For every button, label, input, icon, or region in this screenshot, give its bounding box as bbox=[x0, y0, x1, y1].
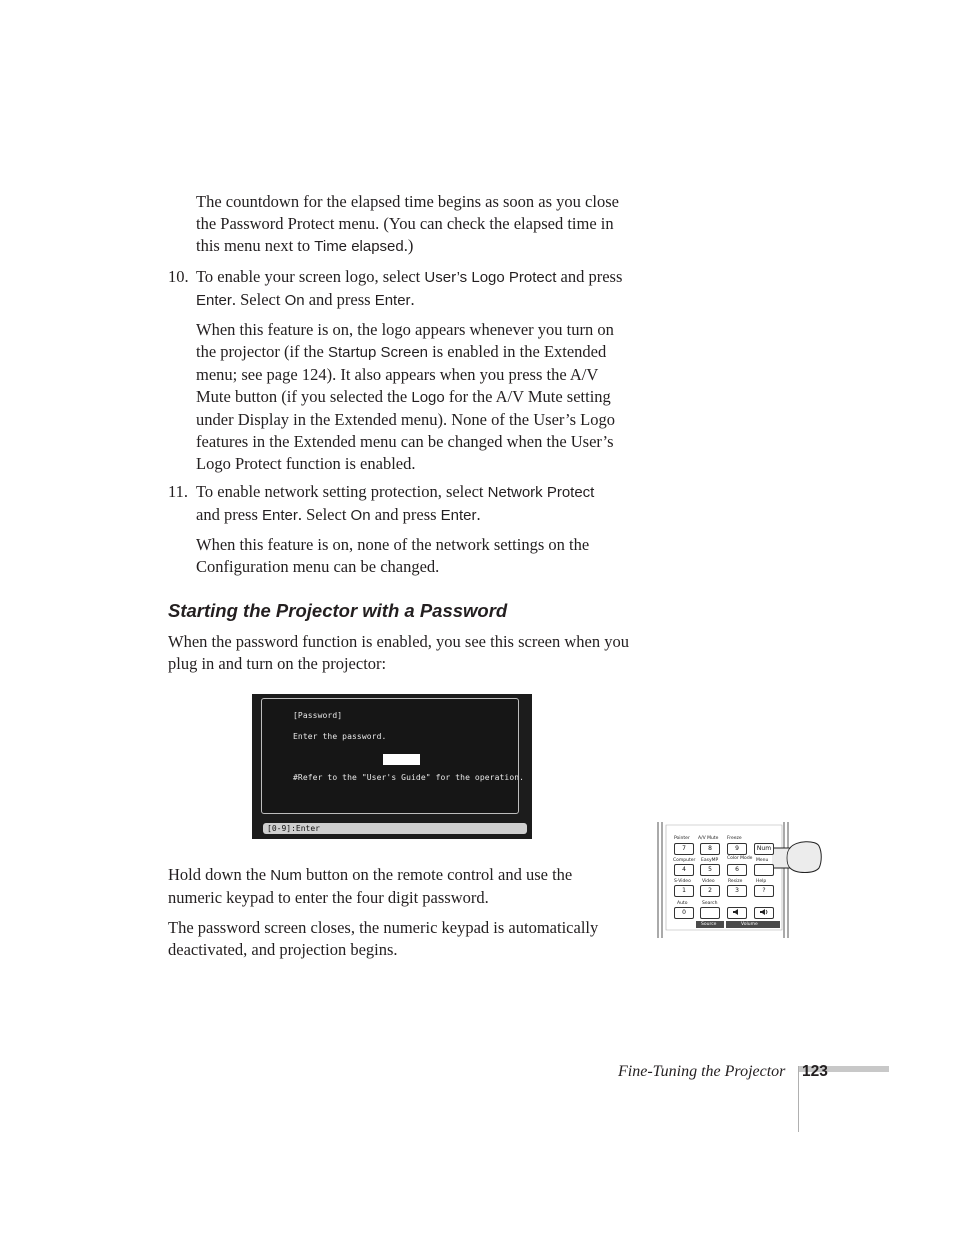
screen-title: [Password] bbox=[293, 711, 343, 720]
label-easymp: EasyMP bbox=[701, 858, 719, 863]
step-10-text bbox=[196, 266, 622, 312]
volume-down-button[interactable] bbox=[727, 907, 747, 919]
label-freeze: Freeze bbox=[727, 836, 742, 841]
text-line: Mute button (if you selected the bbox=[196, 387, 412, 406]
paragraph-logo-feature bbox=[196, 319, 615, 475]
label-pointer: Pointer bbox=[674, 836, 690, 841]
text-line: for the A/V Mute setting bbox=[444, 387, 611, 406]
screen-status-bar bbox=[263, 823, 527, 834]
ui-term: Enter bbox=[440, 507, 477, 524]
speaker-low-icon bbox=[732, 908, 742, 916]
volume-up-button[interactable] bbox=[754, 907, 774, 919]
paragraph-hold-num bbox=[168, 864, 572, 909]
paragraph-network-feature bbox=[196, 534, 589, 578]
key-5[interactable]: 5 bbox=[700, 864, 720, 876]
footer-chapter-title: Fine-Tuning the Projector bbox=[618, 1063, 786, 1080]
ui-term: Num bbox=[270, 867, 302, 884]
text-line: deactivated, and projection begins. bbox=[168, 940, 398, 959]
text-line: The password screen closes, the numeric keypad is automatically bbox=[168, 918, 599, 937]
section-heading: Starting the Projector with a Password bbox=[168, 600, 508, 621]
label-resize: Resize bbox=[728, 879, 743, 884]
help-button[interactable]: ? bbox=[754, 885, 774, 897]
key-8[interactable]: 8 bbox=[700, 843, 720, 855]
text-line: . Select bbox=[231, 290, 285, 309]
text-line: . Select bbox=[297, 505, 351, 524]
text-line: The countdown for the elapsed time begins as soon as you close bbox=[196, 192, 619, 211]
remote-control-illustration bbox=[656, 822, 826, 940]
text-line: and press bbox=[304, 290, 375, 309]
ui-term: Time elapsed bbox=[314, 238, 404, 255]
password-screen-image bbox=[252, 694, 532, 839]
text-line: When this feature is on, the logo appears whenever you turn on bbox=[196, 320, 614, 339]
step-11-text bbox=[196, 481, 594, 527]
label-color-mode: Color Mode bbox=[727, 856, 753, 861]
text-line: menu; see page 124). It also appears when you press the A/V bbox=[196, 365, 599, 384]
text-line: and press bbox=[370, 505, 441, 524]
label-av-mute: A/V Mute bbox=[698, 836, 719, 841]
label-search: Search bbox=[702, 901, 718, 906]
text-line: Configuration menu can be changed. bbox=[196, 557, 440, 576]
text-line: under Display in the Extended menu). None of the User’s Logo bbox=[196, 410, 615, 429]
key-6[interactable]: 6 bbox=[727, 864, 747, 876]
page-number: 123 bbox=[802, 1063, 828, 1080]
key-2[interactable]: 2 bbox=[700, 885, 720, 897]
speaker-high-icon bbox=[759, 908, 769, 916]
label-auto: Auto bbox=[677, 901, 688, 906]
key-9[interactable]: 9 bbox=[727, 843, 747, 855]
label-help: Help bbox=[756, 879, 767, 884]
text-line: .) bbox=[403, 236, 414, 255]
text-line: plug in and turn on the projector: bbox=[168, 654, 387, 673]
status-text: [0-9]:Enter bbox=[267, 824, 320, 833]
text-line: Hold down the bbox=[168, 865, 271, 884]
menu-button[interactable] bbox=[754, 864, 774, 876]
text-line: features in the Extended menu can be changed when the User’s bbox=[196, 432, 614, 451]
text-line: this menu next to bbox=[196, 236, 315, 255]
ui-term: Enter bbox=[196, 292, 232, 309]
screen-frame bbox=[261, 698, 525, 814]
label-s-video: S-Video bbox=[674, 879, 691, 884]
key-7[interactable]: 7 bbox=[674, 843, 694, 855]
text-line: When this feature is on, none of the network settings on the bbox=[196, 535, 590, 554]
ui-term: User’s Logo Protect bbox=[424, 269, 557, 286]
text-line: is enabled in the Extended bbox=[428, 342, 607, 361]
paragraph-screen-closes bbox=[168, 917, 598, 961]
step-number: 10. bbox=[168, 267, 189, 286]
num-button[interactable]: Num bbox=[754, 843, 774, 855]
text-line: and press bbox=[556, 267, 623, 286]
ui-term: Network Protect bbox=[487, 484, 595, 501]
screen-prompt: Enter the password. bbox=[293, 732, 387, 741]
paragraph-password-intro bbox=[168, 631, 629, 675]
label-volume: Volume bbox=[741, 922, 758, 927]
text-line: Logo Protect function is enabled. bbox=[196, 454, 416, 473]
password-entry-box bbox=[383, 754, 420, 765]
key-4[interactable]: 4 bbox=[674, 864, 694, 876]
paragraph-elapsed-time bbox=[196, 191, 619, 258]
text-line: When the password function is enabled, you see this screen when you bbox=[168, 632, 629, 651]
ui-term: Logo bbox=[411, 389, 445, 406]
label-video: Video bbox=[702, 879, 715, 884]
text-line: . bbox=[476, 505, 481, 524]
key-1[interactable]: 1 bbox=[674, 885, 694, 897]
search-button[interactable] bbox=[700, 907, 720, 919]
ui-term: Enter bbox=[374, 292, 411, 309]
text-line: . bbox=[410, 290, 415, 309]
key-3[interactable]: 3 bbox=[727, 885, 747, 897]
text-line: and press bbox=[196, 505, 262, 524]
footer-rule bbox=[798, 1066, 799, 1132]
ui-term: On bbox=[284, 292, 305, 309]
key-0[interactable]: 0 bbox=[674, 907, 694, 919]
text-line: the projector (if the bbox=[196, 342, 328, 361]
label-computer: Computer bbox=[673, 858, 696, 863]
text-line: numeric keypad to enter the four digit password. bbox=[168, 888, 489, 907]
ui-term: Startup Screen bbox=[327, 344, 429, 361]
text-line: button on the remote control and use the bbox=[301, 865, 573, 884]
text-line: To enable network setting protection, select bbox=[196, 482, 488, 501]
label-menu: Menu bbox=[756, 858, 769, 863]
text-line: To enable your screen logo, select bbox=[196, 267, 425, 286]
ui-term: Enter bbox=[261, 507, 298, 524]
screen-note: #Refer to the "User's Guide" for the operation. bbox=[293, 773, 525, 782]
label-source: Source bbox=[701, 922, 717, 927]
text-line: the Password Protect menu. (You can check the elapsed time in bbox=[196, 214, 614, 233]
ui-term: On bbox=[350, 507, 371, 524]
step-number: 11. bbox=[168, 482, 189, 501]
